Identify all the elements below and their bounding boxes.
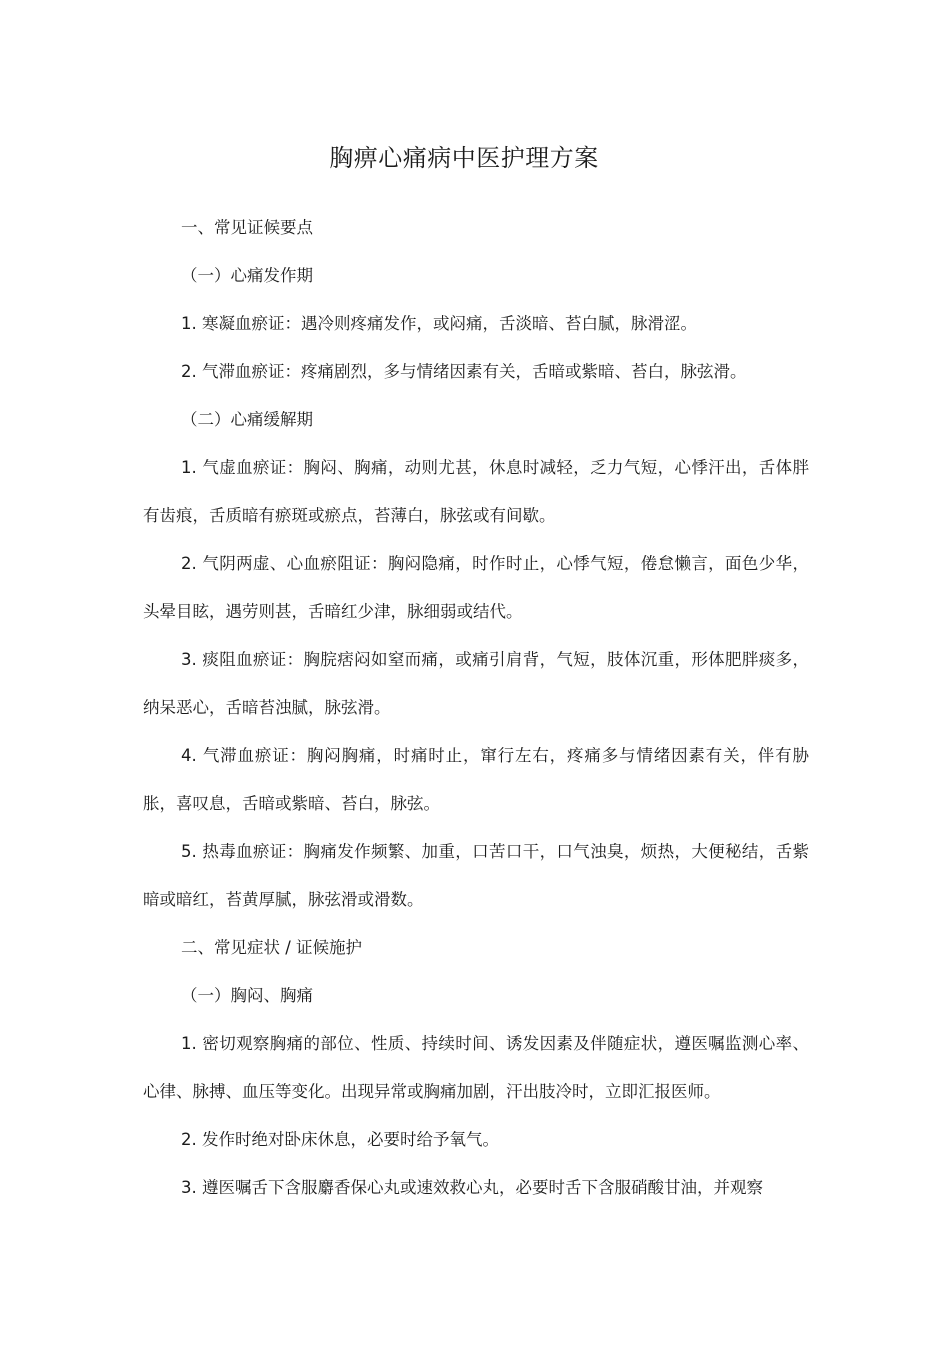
section-heading: 二、常见症状 / 证候施护 xyxy=(181,938,363,957)
document-body xyxy=(143,204,809,1212)
list-item: 3. 遵医嘱舌下含服麝香保心丸或速效救心丸，必要时舌下含服硝酸甘油，并观察 xyxy=(181,1178,763,1197)
subsection-heading: （一）胸闷、胸痛 xyxy=(181,986,313,1005)
list-item: 2. 气阴两虚、心血瘀阻证：胸闷隐痛，时作时止，心悸气短，倦怠懒言，面色少华，头晕目眩，遇劳则甚，舌暗红少津，脉细弱或结代。 xyxy=(143,554,809,621)
subsection-heading: （二）心痛缓解期 xyxy=(181,410,313,429)
list-item: 1. 气虚血瘀证：胸闷、胸痛，动则尤甚，休息时减轻，乏力气短，心悸汗出，舌体胖有齿痕，舌质暗有瘀斑或瘀点，苔薄白，脉弦或有间歇。 xyxy=(143,458,809,525)
section-heading: 一、常见证候要点 xyxy=(181,218,313,237)
list-item: 1. 寒凝血瘀证：遇冷则疼痛发作，或闷痛，舌淡暗、苔白腻，脉滑涩。 xyxy=(181,314,697,333)
list-item: 5. 热毒血瘀证：胸痛发作频繁、加重，口苦口干，口气浊臭，烦热，大便秘结，舌紫暗或暗红，苔黄厚腻，脉弦滑或滑数。 xyxy=(143,842,809,909)
page-title: 胸痹心痛病中医护理方案 xyxy=(329,144,599,172)
list-item: 1. 密切观察胸痛的部位、性质、持续时间、诱发因素及伴随症状，遵医嘱监测心率、心律、脉搏、血压等变化。出现异常或胸痛加剧，汗出肢冷时，立即汇报医师。 xyxy=(143,1034,809,1101)
subsection-heading: （一）心痛发作期 xyxy=(181,266,313,285)
list-item: 2. 气滞血瘀证：疼痛剧烈，多与情绪因素有关，舌暗或紫暗、苔白，脉弦滑。 xyxy=(181,362,747,381)
list-item: 3. 痰阻血瘀证：胸脘痞闷如窒而痛，或痛引肩背，气短，肢体沉重，形体肥胖痰多，纳呆恶心，舌暗苔浊腻，脉弦滑。 xyxy=(143,650,809,717)
list-item: 4. 气滞血瘀证：胸闷胸痛，时痛时止，窜行左右，疼痛多与情绪因素有关，伴有胁胀，喜叹息，舌暗或紫暗、苔白，脉弦。 xyxy=(143,746,809,813)
list-item: 2. 发作时绝对卧床休息，必要时给予氧气。 xyxy=(181,1130,499,1149)
